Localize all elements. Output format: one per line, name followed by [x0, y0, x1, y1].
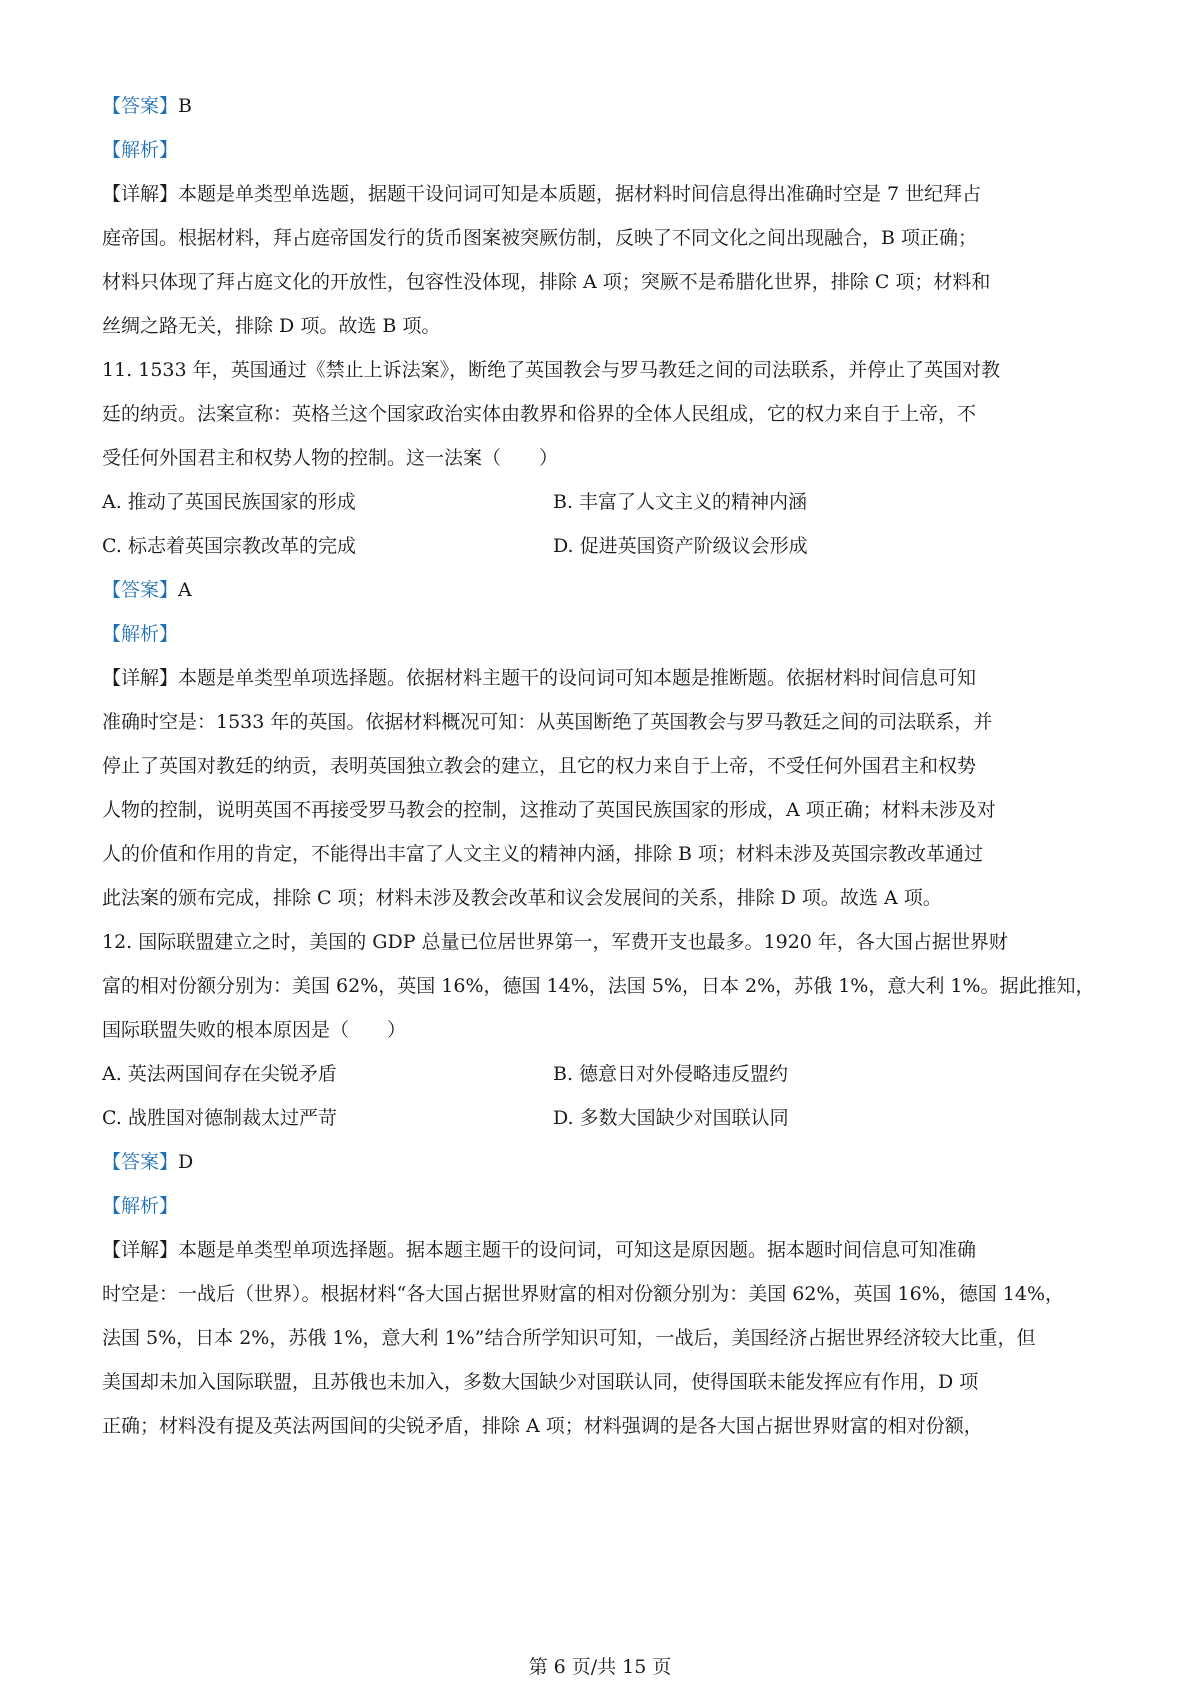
q12-detail-line: 美国却未加入国际联盟，且苏俄也未加入，多数大国缺少对国联认同，使得国联未能发挥应有作用，D 项 — [102, 1371, 979, 1393]
q10-detail-line: 材料只体现了拜占庭文化的开放性，包容性没体现，排除 A 项；突厥不是希腊化世界，排除 C 项；材料和 — [102, 271, 991, 293]
q12-option-d: D. 多数大国缺少对国联认同 — [553, 1107, 789, 1129]
q12-stem-line: 国际联盟失败的根本原因是（ ） — [102, 1019, 407, 1041]
q12-detail-line: 正确；材料没有提及英法两国间的尖锐矛盾，排除 A 项；材料强调的是各大国占据世界财富的相对份额， — [102, 1415, 983, 1437]
analysis-tag: 【解析】 — [102, 623, 179, 645]
q12-detail-line: 时空是：一战后（世界）。根据材料“各大国占据世界财富的相对份额分别为：美国 62%，英国 16%，德国 14%， — [102, 1283, 1065, 1305]
detail-tag: 【详解】 — [102, 183, 179, 205]
q11-detail-line: 准确时空是：1533 年的英国。依据材料概况可知：从英国断绝了英国教会与罗马教廷之间的司法联系，并 — [102, 711, 993, 733]
q12-option-a: A. 英法两国间存在尖锐矛盾 — [102, 1063, 337, 1085]
q10-detail-line — [102, 179, 1102, 209]
q11-option-d: D. 促进英国资产阶级议会形成 — [553, 535, 808, 557]
q11-detail-line: 此法案的颁布完成，排除 C 项；材料未涉及教会改革和议会发展间的关系，排除 D 项。故选 A 项。 — [102, 887, 942, 909]
answer-value: B — [178, 95, 192, 117]
detail-tag: 【详解】 — [102, 1239, 179, 1261]
answer-value: D — [178, 1151, 194, 1173]
q12-answer-line — [102, 1147, 1102, 1177]
q10-answer-line — [102, 91, 1102, 121]
detail-tag: 【详解】 — [102, 667, 179, 689]
q12-detail-line: 法国 5%，日本 2%，苏俄 1%，意大利 1%”结合所学知识可知，一战后，美国经济占据世界经济较大比重，但 — [102, 1327, 1036, 1349]
q11-answer-line — [102, 575, 1102, 605]
q12-option-c: C. 战胜国对德制裁太过严苛 — [102, 1107, 337, 1129]
q11-stem-line: 受任何外国君主和权势人物的控制。这一法案（ ） — [102, 447, 559, 469]
q12-stem-line: 12. 国际联盟建立之时，美国的 GDP 总量已位居世界第一，军费开支也最多。1920 年，各大国占据世界财 — [102, 931, 1008, 953]
q12-option-b: B. 德意日对外侵略违反盟约 — [553, 1063, 789, 1085]
page-number-footer: 第 6 页/共 15 页 — [528, 1656, 672, 1678]
q11-option-b: B. 丰富了人文主义的精神内涵 — [553, 491, 808, 513]
q11-detail-line: 停止了英国对教廷的纳贡，表明英国独立教会的建立，且它的权力来自于上帝，不受任何外国君主和权势 — [102, 755, 977, 777]
q10-detail-line: 丝绸之路无关，排除 D 项。故选 B 项。 — [102, 315, 441, 337]
q11-option-c: C. 标志着英国宗教改革的完成 — [102, 535, 356, 557]
detail-text: 本题是单类型单项选择题。据本题主题干的设问词，可知这是原因题。据本题时间信息可知准确 — [178, 1239, 977, 1261]
q10-analysis-line — [102, 135, 1102, 165]
q11-detail-line — [102, 663, 1102, 693]
q12-stem-line: 富的相对份额分别为：美国 62%，英国 16%，德国 14%，法国 5%，日本 2%，苏俄 1%，意大利 1%。据此推知， — [102, 975, 1095, 997]
q12-detail-line — [102, 1235, 1102, 1265]
q11-detail-line: 人物的控制，说明英国不再接受罗马教会的控制，这推动了英国民族国家的形成，A 项正确；材料未涉及对 — [102, 799, 996, 821]
q12-analysis-line — [102, 1191, 1102, 1221]
q11-detail-line: 人的价值和作用的肯定，不能得出丰富了人文主义的精神内涵，排除 B 项；材料未涉及英国宗教改革通过 — [102, 843, 984, 865]
detail-text: 本题是单类型单项选择题。依据材料主题干的设问词可知本题是推断题。依据材料时间信息可知 — [178, 667, 977, 689]
answer-tag: 【答案】 — [102, 1151, 179, 1173]
answer-tag: 【答案】 — [102, 95, 179, 117]
q11-stem-line: 11. 1533 年，英国通过《禁止上诉法案》，断绝了英国教会与罗马教廷之间的司法联系，并停止了英国对教 — [102, 359, 1001, 381]
q11-option-a: A. 推动了英国民族国家的形成 — [102, 491, 356, 513]
answer-value: A — [178, 579, 192, 601]
analysis-tag: 【解析】 — [102, 139, 179, 161]
q11-analysis-line — [102, 619, 1102, 649]
q10-detail-line: 庭帝国。根据材料，拜占庭帝国发行的货币图案被突厥仿制，反映了不同文化之间出现融合，B 项正确； — [102, 227, 978, 249]
answer-tag: 【答案】 — [102, 579, 179, 601]
analysis-tag: 【解析】 — [102, 1195, 179, 1217]
q11-stem-line: 廷的纳贡。法案宣称：英格兰这个国家政治实体由教界和俗界的全体人民组成，它的权力来自于上帝，不 — [102, 403, 977, 425]
detail-text: 本题是单类型单选题，据题干设问词可知是本质题，据材料时间信息得出准确时空是 7 世纪拜占 — [178, 183, 982, 205]
